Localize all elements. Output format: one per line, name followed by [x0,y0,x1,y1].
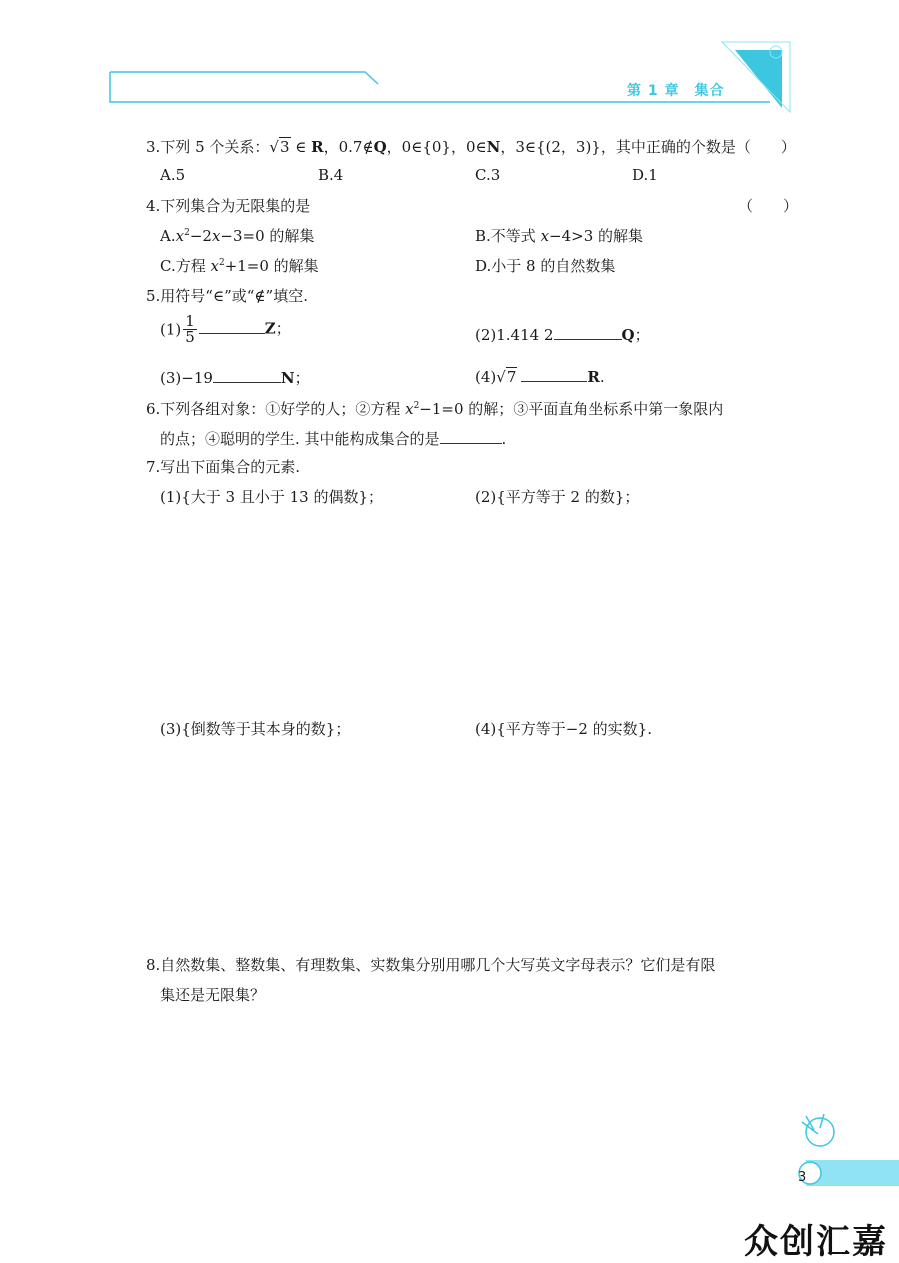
q4-option-a [160,225,314,246]
question-5-stem: 5.用符号“∈”或“∉”填空. [146,287,308,305]
q5-p1-fraction [183,314,197,345]
q7-part-3: (3){倒数等于其本身的数}； [160,720,351,738]
question-4-stem: 4.下列集合为无限集的是 [146,197,311,215]
q4-option-b [475,225,643,246]
q5-p3-label: (3)−19 [160,369,213,387]
q3-option-b: B.4 [318,166,344,184]
q5-p1-label: (1) [160,320,182,339]
question-3-stem [146,136,796,157]
q4-c-prefix: C.方程 [160,257,211,275]
q7-part-1: (1){大于 3 且小于 13 的偶数}； [160,488,384,506]
q4-a-prefix: A. [160,227,176,245]
q4-a-mid: −2 [189,227,212,245]
q4-c-exp: 2 [218,258,225,268]
page-number: 3 [798,1170,807,1185]
q4-c-end: +1=0 的解集 [224,257,319,275]
q4-option-d: D.小于 8 的自然数集 [475,257,616,275]
q5-p1-set: Z [264,319,276,338]
q5-p3-blank[interactable] [213,368,281,383]
q4-b-prefix: B.不等式 [475,227,541,245]
q6-exp: 2 [413,401,420,411]
q3-option-a: A.5 [160,166,186,184]
q4-a-exp: 2 [184,228,190,238]
question-8-line-1: 8.自然数集、整数集、有理数集、实数集分别用哪几个大写英文字母表示？它们是有限 [146,956,716,974]
q5-p2-end: ； [634,326,650,344]
q3-lead: 3.下列 5 个关系： [146,138,270,156]
q6-line1-start: 6.下列各组对象：①好学的人；②方程 [146,400,406,418]
q7-part-2: (2){平方等于 2 的数}； [475,488,640,506]
q5-p4-label: (4) [475,368,497,386]
watermark-logo: 众创汇嘉 [744,1222,888,1262]
q5-p4-end: . [599,368,605,386]
q5-p1-blank[interactable] [199,319,265,334]
question-6-line-1 [146,398,723,419]
q3-set-r: R [311,138,324,156]
q4-a-var2: x [211,227,221,245]
q5-part-4 [475,367,605,386]
question-7-stem: 7.写出下面集合的元素. [146,458,301,476]
q5-p4-blank[interactable] [521,367,587,382]
q3-option-c: C.3 [475,166,501,184]
q3-sqrt-sign: √ [269,138,279,156]
q3-sqrt-radicand: 3 [279,138,290,156]
chapter-title: 第 1 章 集合 [627,83,725,99]
q3-rest3: ，3∈{(2，3)}，其中正确的个数是（ ） [500,138,796,156]
q5-part-2 [475,324,650,345]
q5-p3-set: N [280,369,295,387]
q5-p1-numerator: 1 [185,312,195,330]
q4-a-end: −3=0 的解集 [220,227,315,245]
q3-rest1: ，0.7∉ [323,138,374,156]
question-8-line-2: 集还是无限集？ [160,986,266,1004]
q3-set-n: N [486,138,501,156]
q4-option-c [160,255,319,276]
q4-b-var: x [540,227,550,245]
q3-set-q: Q [373,138,387,156]
q6-line2-end: . [501,430,507,448]
q6-line1-end: −1=0 的解；③平面直角坐标系中第一象限内 [419,400,724,418]
q5-p4-set: R [587,368,600,386]
q4-answer-bracket: （ ） [738,197,799,215]
q5-p1-denominator: 5 [185,328,195,346]
q4-b-end: −4>3 的解集 [549,227,644,245]
q5-part-1 [160,314,291,345]
q5-p2-label: (2)1.414 2 [475,326,554,344]
q5-p1-end: ； [275,319,291,338]
q6-line2-text: 的点；④聪明的学生. 其中能构成集合的是 [160,430,440,448]
q4-a-var: x [175,227,185,245]
q6-var: x [405,400,414,418]
q3-in: ∈ [290,138,312,156]
q5-p2-blank[interactable] [554,325,622,340]
q7-part-4: (4){平方等于−2 的实数}. [475,720,652,738]
q4-c-var: x [210,257,219,275]
q3-option-d: D.1 [632,166,658,184]
q3-rest2: ，0∈{0}，0∈ [386,138,487,156]
q5-p4-radicand: 7 [506,368,517,386]
question-6-line-2 [160,428,506,449]
q6-blank[interactable] [440,429,502,444]
q5-p4-sqrt-sign: √ [496,368,506,386]
header-decoration [0,0,899,130]
q5-p2-set: Q [621,326,635,344]
q5-p3-end: ； [294,369,310,387]
q5-part-3 [160,367,310,388]
